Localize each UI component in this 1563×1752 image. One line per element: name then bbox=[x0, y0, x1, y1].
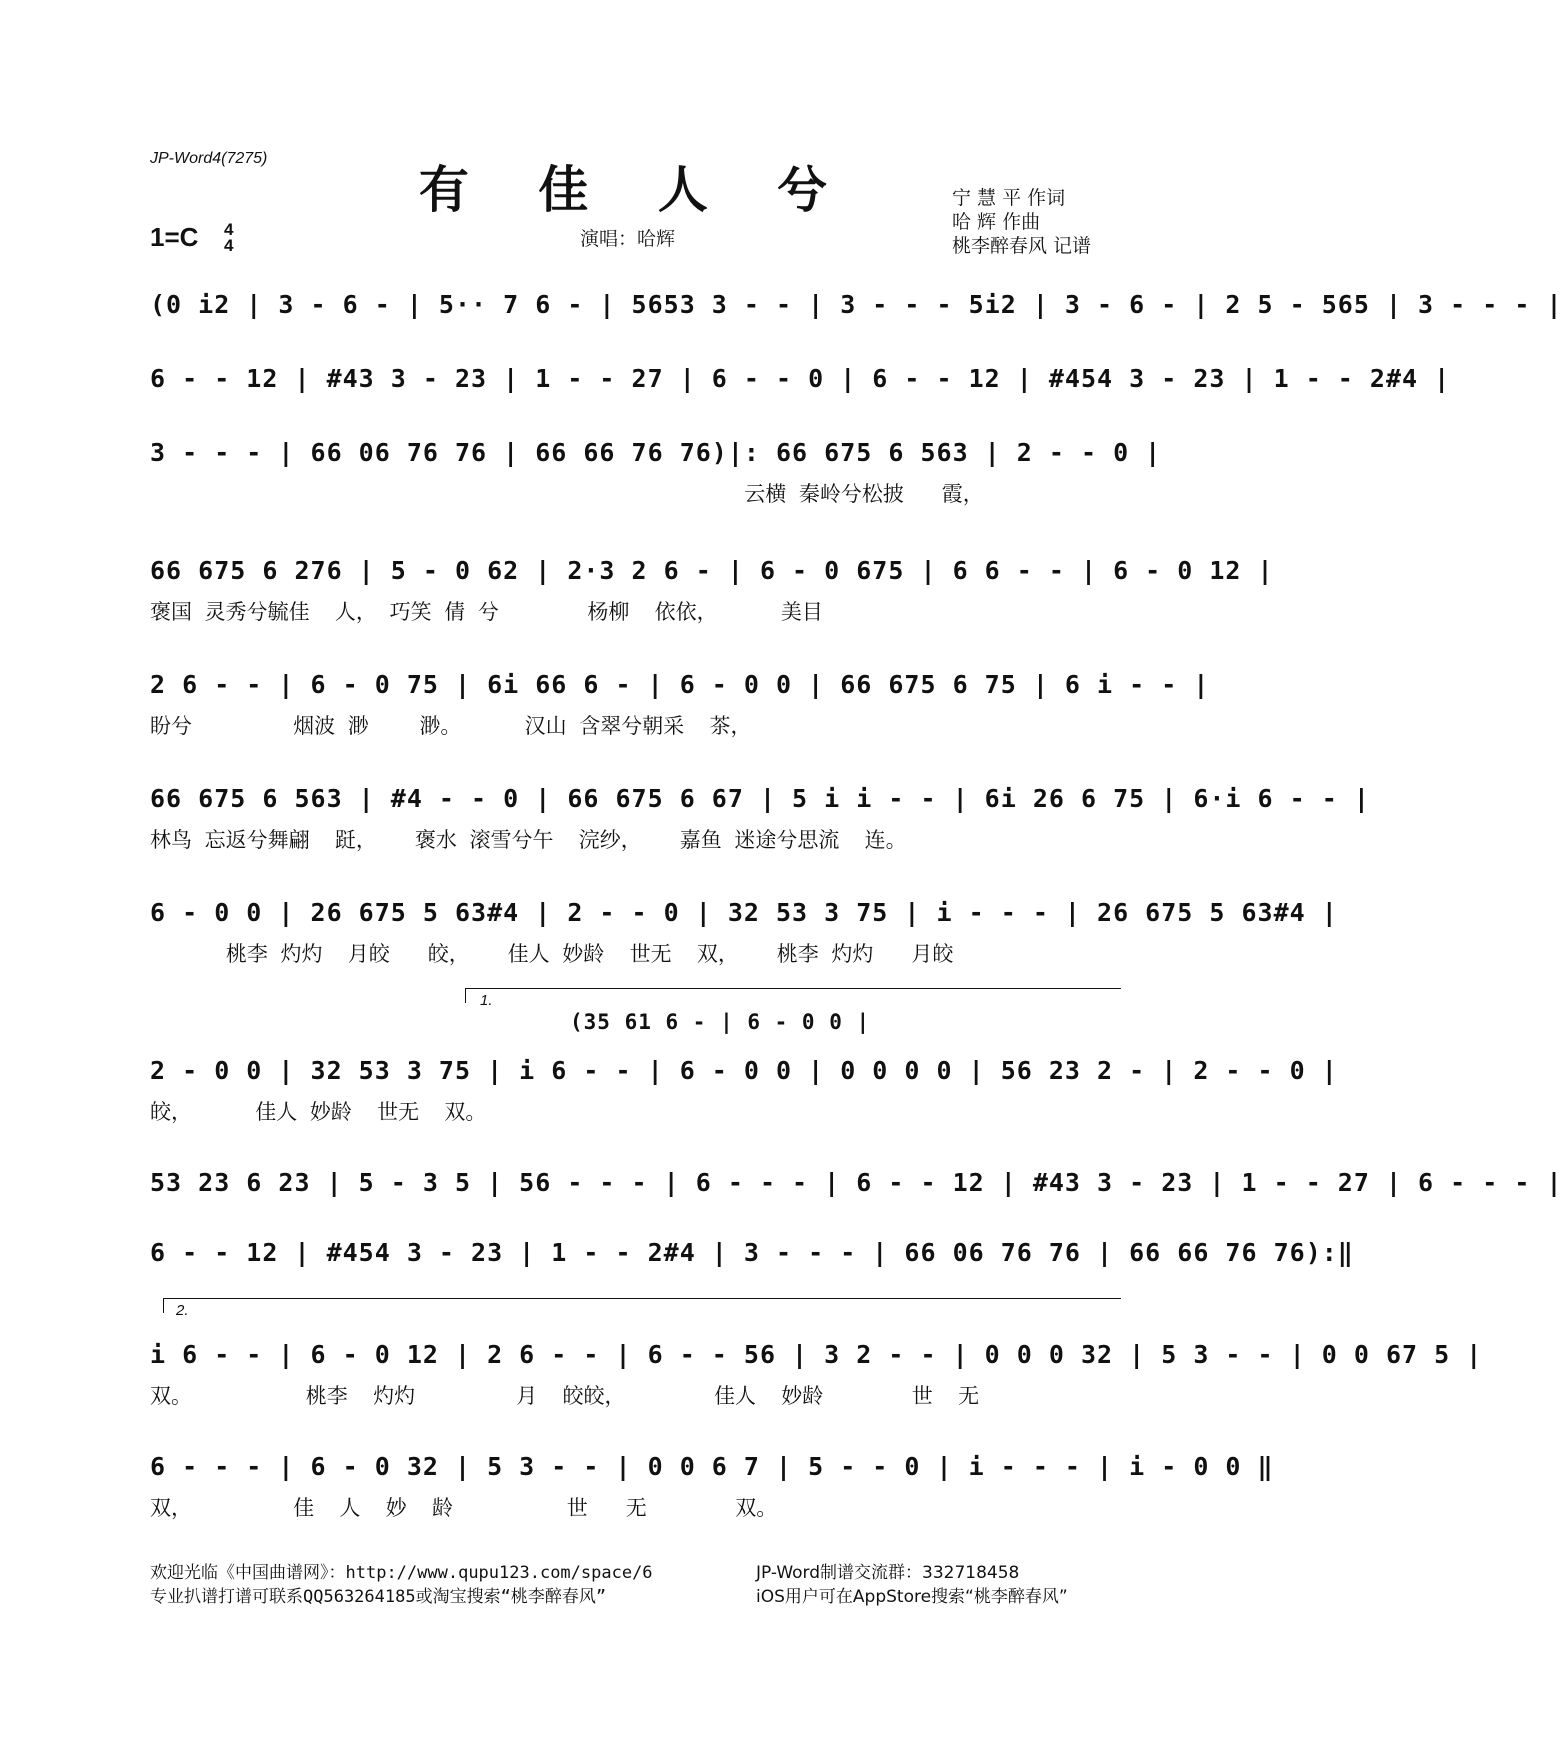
lyric-line-6: 林鸟 忘返兮舞翩 跹， 褒水 滚雪兮午 浣纱， 嘉鱼 迷途兮思流 连。 bbox=[150, 828, 907, 852]
lyric-line-8: 皎， 佳人 妙龄 世无 双。 bbox=[150, 1100, 487, 1124]
staff-line-11: i 6 - - | 6 - 0 12 | 2 6 - - | 6 - - 56 | 3 2 - - | 0 0 0 32 | 5 3 - - | 0 0 67 5 | bbox=[150, 1340, 1483, 1369]
staff-line-9: 53 23 6 23 | 5 - 3 5 | 56 - - - | 6 - - - | 6 - - 12 | #43 3 - 23 | 1 - - 27 | 6 - - - | bbox=[150, 1168, 1563, 1197]
staff-line-8: 2 - 0 0 | 32 53 3 75 | i 6 - - | 6 - 0 0 | 0 0 0 0 | 56 23 2 - | 2 - - 0 | bbox=[150, 1056, 1338, 1085]
singer-label: 演唱：哈辉 bbox=[580, 228, 676, 250]
staff-line-6: 66 675 6 563 | #4 - - 0 | 66 675 6 67 | 5 i i - - | 6i 26 6 75 | 6·i 6 - - | bbox=[150, 784, 1370, 813]
lyricist-credit: 宁 慧 平 作词 bbox=[952, 187, 1066, 209]
time-numerator: 4 bbox=[224, 220, 234, 239]
footer-group: JP-Word制谱交流群：332718458 bbox=[756, 1563, 1020, 1583]
lyric-line-11: 双。 桃李 灼灼 月 皎皎， 佳人 妙龄 世 无 bbox=[150, 1384, 980, 1408]
footer-contact: 专业扒谱打谱可联系QQ563264185或淘宝搜索“桃李醉春风” bbox=[150, 1587, 607, 1607]
lyric-line-4: 褒国 灵秀兮毓佳 人， 巧笑 倩 兮 杨柳 依依， 美目 bbox=[150, 600, 823, 624]
first-ending-bracket bbox=[465, 988, 1121, 1003]
key-signature: 1=C bbox=[150, 222, 199, 252]
composer-credit: 哈 辉 作曲 bbox=[952, 211, 1041, 233]
time-denominator: 4 bbox=[224, 236, 234, 255]
staff-line-1: (0 i2 | 3 - 6 - | 5·· 7 6 - | 5653 3 - - | 3 - - - 5i2 | 3 - 6 - | 2 5 - 565 | 3 - - - | bbox=[150, 290, 1563, 319]
staff-line-3: 3 - - - | 66 06 76 76 | 66 66 76 76)|: 66 675 6 563 | 2 - - 0 | bbox=[150, 438, 1162, 467]
staff-line-4: 66 675 6 276 | 5 - 0 62 | 2·3 2 6 - | 6 - 0 675 | 6 6 - - | 6 - 0 12 | bbox=[150, 556, 1274, 585]
staff-line-10: 6 - - 12 | #454 3 - 23 | 1 - - 2#4 | 3 - - - | 66 06 76 76 | 66 66 76 76):‖ bbox=[150, 1238, 1354, 1267]
first-ending-label: 1. bbox=[480, 992, 493, 1009]
lyric-line-12: 双， 佳 人 妙 龄 世 无 双。 bbox=[150, 1496, 778, 1520]
staff-line-12: 6 - - - | 6 - 0 32 | 5 3 - - | 0 0 6 7 | 5 - - 0 | i - - - | i - 0 0 ‖ bbox=[150, 1452, 1274, 1481]
time-signature bbox=[224, 222, 233, 254]
footer-site-link[interactable]: 欢迎光临《中国曲谱网》：http://www.qupu123.com/space/6 bbox=[150, 1563, 653, 1583]
staff-line-7: 6 - 0 0 | 26 675 5 63#4 | 2 - - 0 | 32 53 3 75 | i - - - | 26 675 5 63#4 | bbox=[150, 898, 1338, 927]
staff-line-5: 2 6 - - | 6 - 0 75 | 6i 66 6 - | 6 - 0 0 | 66 675 6 75 | 6 i - - | bbox=[150, 670, 1210, 699]
footer-ios: iOS用户可在AppStore搜索“桃李醉春风” bbox=[756, 1587, 1068, 1607]
lyric-line-5: 盼兮 烟波 渺 渺。 汉山 含翠兮朝采 茶， bbox=[150, 714, 752, 738]
staff-line-2: 6 - - 12 | #43 3 - 23 | 1 - - 27 | 6 - - 0 | 6 - - 12 | #454 3 - 23 | 1 - - 2#4 | bbox=[150, 364, 1451, 393]
second-ending-label: 2. bbox=[176, 1302, 189, 1319]
lyric-line-3: 云横 秦岭兮松披 霞， bbox=[150, 482, 984, 506]
second-ending-bracket bbox=[163, 1298, 1121, 1313]
app-version: JP-Word4(7275) bbox=[150, 150, 268, 167]
credits bbox=[952, 186, 1091, 258]
song-title: 有 佳 人 兮 bbox=[418, 160, 854, 219]
transcriber-credit: 桃李醉春风 记谱 bbox=[952, 235, 1092, 257]
first-ending-inset: (35 61 6 - | 6 - 0 0 | bbox=[570, 1010, 871, 1034]
lyric-line-7: 桃李 灼灼 月皎 皎， 佳人 妙龄 世无 双， 桃李 灼灼 月皎 bbox=[150, 942, 954, 966]
